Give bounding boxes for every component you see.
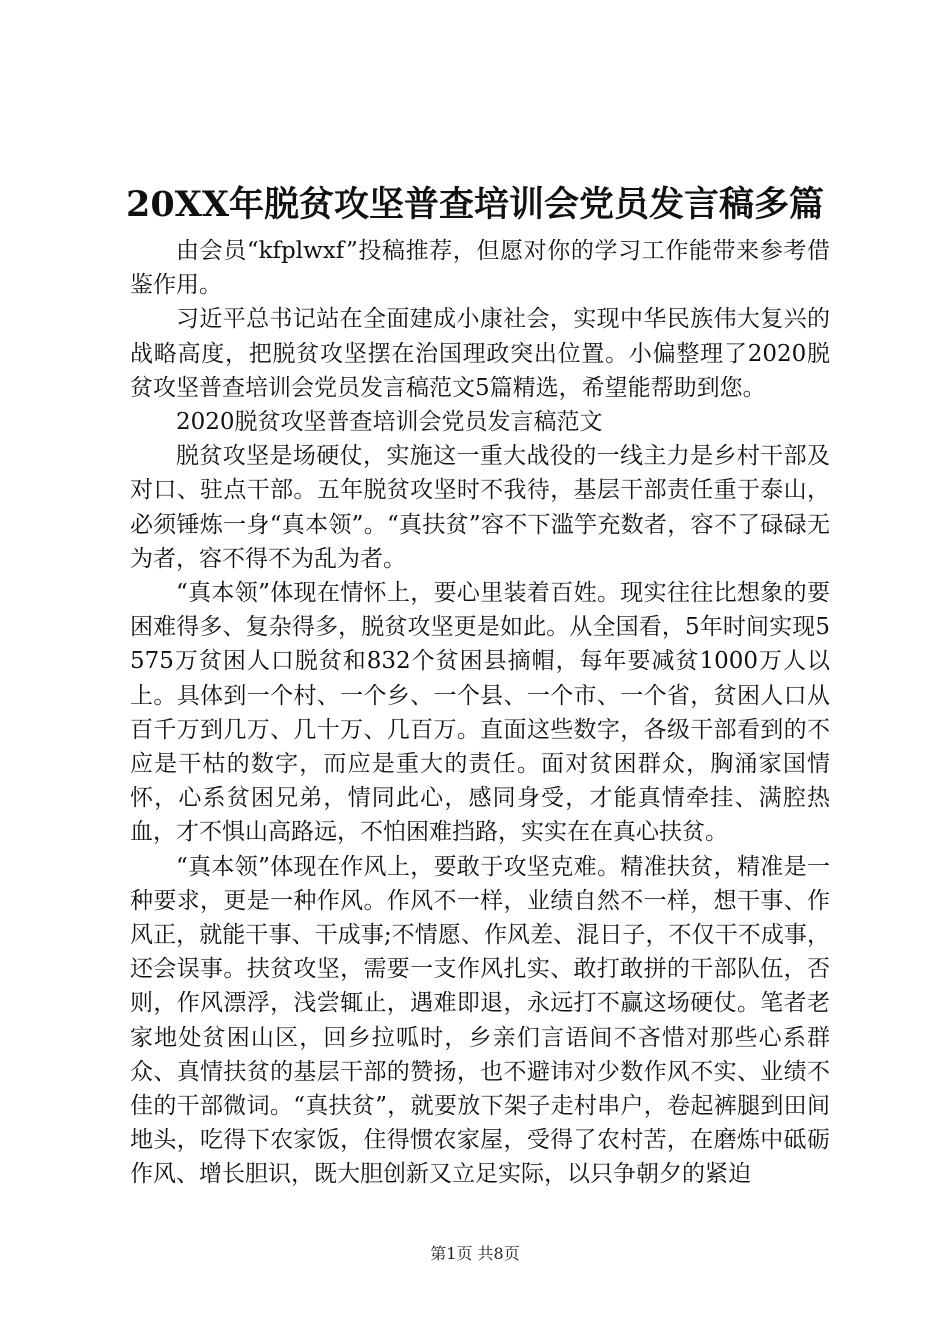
body-paragraph-3: “真本领”体现在作风上，要敢于攻坚克难。精准扶贫，精准是一种要求，更是一种作风。作风不一样，业绩自然不一样，想干事、作风正，就能干事、干成事;不情愿、作风差、混日子，不仅干不成事，还会误事。扶贫攻坚，需要一支作风扎实、敢打敢拼的干部队伍，否则，作风漂浮，浅尝辄止，遇难即退，永远打不赢这场硬仗。笔者老家地处贫困山区，回乡拉呱时，乡亲们言语间不吝惜对那些心系群众、真情扶贫的基层干部的赞扬，也不避讳对少数作风不实、业绩不佳的干部微词。“真扶贫”，就要放下架子走村串户，卷起裤腿到田间地头，吃得下农家饭，住得惯农家屋，受得了农村苦，在磨炼中砥砺作风、增长胆识，既大胆创新又立足实际，以只争朝夕的紧迫 <box>130 853 830 1188</box>
intro-paragraph: 由会员“kfplwxf”投稿推荐，但愿对你的学习工作能带来参考借鉴作用。 <box>130 238 830 299</box>
document-title: 20XX年脱贫攻坚普查培训会党员发言稿多篇 <box>125 184 825 225</box>
body-paragraph-1: 脱贫攻坚是场硬仗，实施这一重大战役的一线主力是乡村干部及对口、驻点干部。五年脱贫攻坚时不我待，基层干部责任重于泰山，必须锤炼一身“真本领”。“真扶贫”容不下滥竽充数者，容不了碌碌无为者，容不得不为乱为者。 <box>130 443 830 572</box>
section-heading: 2020脱贫攻坚普查培训会党员发言稿范文 <box>176 409 603 436</box>
summary-paragraph: 习近平总书记站在全面建成小康社会，实现中华民族伟大复兴的战略高度，把脱贫攻坚摆在治国理政突出位置。小偏整理了2020脱贫攻坚普查培训会党员发言稿范文5篇精选，希望能帮助到您。 <box>130 306 830 401</box>
body-paragraph-2: “真本领”体现在情怀上，要心里装着百姓。现实往往比想象的要困难得多、复杂得多，脱贫攻坚更是如此。从全国看，5年时间实现5575万贫困人口脱贫和832个贫困县摘帽，每年要减贫1000万人以上。具体到一个村、一个乡、一个县、一个市、一个省，贫困人口从百千万到几万、几十万、几百万。直面这些数字，各级干部看到的不应是干枯的数字，而应是重大的责任。面对贫困群众，胸涌家国情怀，心系贫困兄弟，情同此心，感同身受，才能真情牵挂、满腔热血，才不惧山高路远，不怕困难挡路，实实在在真心扶贫。 <box>130 580 830 846</box>
page-number-footer: 第1页 共8页 <box>430 1244 520 1263</box>
document-body <box>130 234 830 1192</box>
